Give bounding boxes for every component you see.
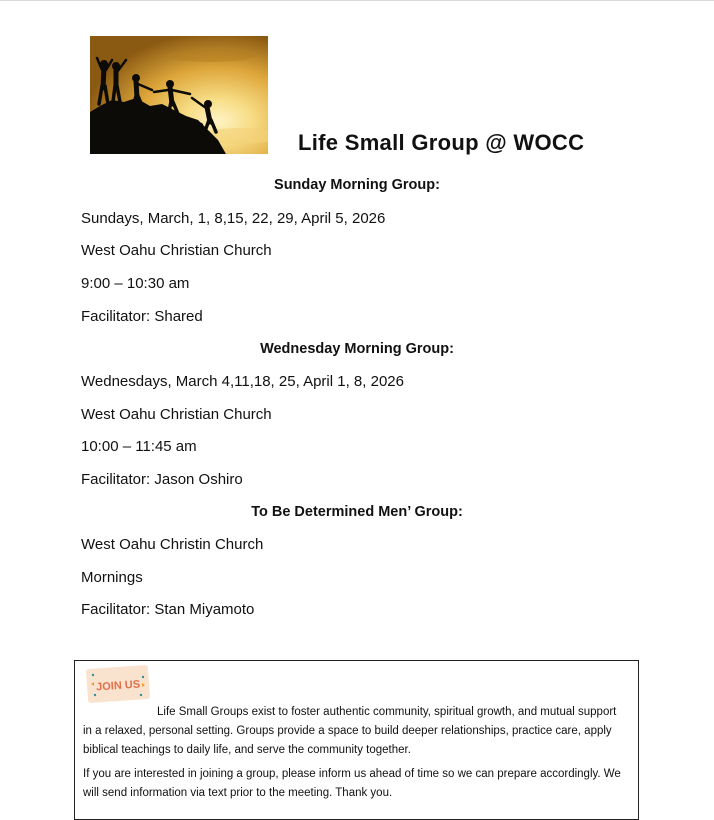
mens-location: West Oahu Christin Church	[81, 536, 264, 553]
join-us-badge-text: JOIN US	[95, 678, 141, 694]
info-paragraph-purpose: Life Small Groups exist to foster authentic community, spiritual growth, and mutual support in a relaxed, personal setting. Groups provide a space to build deeper relationships, practice care, apply biblical teachings to daily life, and serve the community together.	[83, 706, 617, 756]
wednesday-location: West Oahu Christian Church	[81, 406, 272, 423]
sunday-facilitator: Facilitator: Shared	[81, 308, 203, 325]
wednesday-time: 10:00 – 11:45 am	[81, 438, 197, 455]
wednesday-group-heading: Wednesday Morning Group:	[260, 341, 454, 357]
sunday-location: West Oahu Christian Church	[81, 242, 272, 259]
sunday-time: 9:00 – 10:30 am	[81, 275, 190, 292]
info-box	[74, 660, 639, 820]
mens-group-heading: To Be Determined Men’ Group:	[251, 504, 463, 520]
wednesday-facilitator: Facilitator: Jason Oshiro	[81, 471, 243, 488]
sunday-dates: Sundays, March, 1, 8,15, 22, 29, April 5, 2026	[81, 210, 386, 227]
wednesday-dates: Wednesdays, March 4,11,18, 25, April 1, 8, 2026	[81, 373, 404, 390]
mens-facilitator: Facilitator: Stan Miyamoto	[81, 601, 255, 618]
info-paragraph-join: If you are interested in joining a group, please inform us ahead of time so we can prepare accordingly. We will send information via text prior to the meeting. Thank you.	[83, 768, 621, 799]
sunday-group-heading: Sunday Morning Group:	[274, 177, 440, 193]
page-title: Life Small Group @ WOCC	[298, 130, 585, 155]
page-top-border	[0, 0, 714, 1]
join-us-badge	[85, 665, 151, 703]
mens-time: Mornings	[81, 569, 143, 586]
hikers-silhouette-image	[90, 36, 268, 154]
